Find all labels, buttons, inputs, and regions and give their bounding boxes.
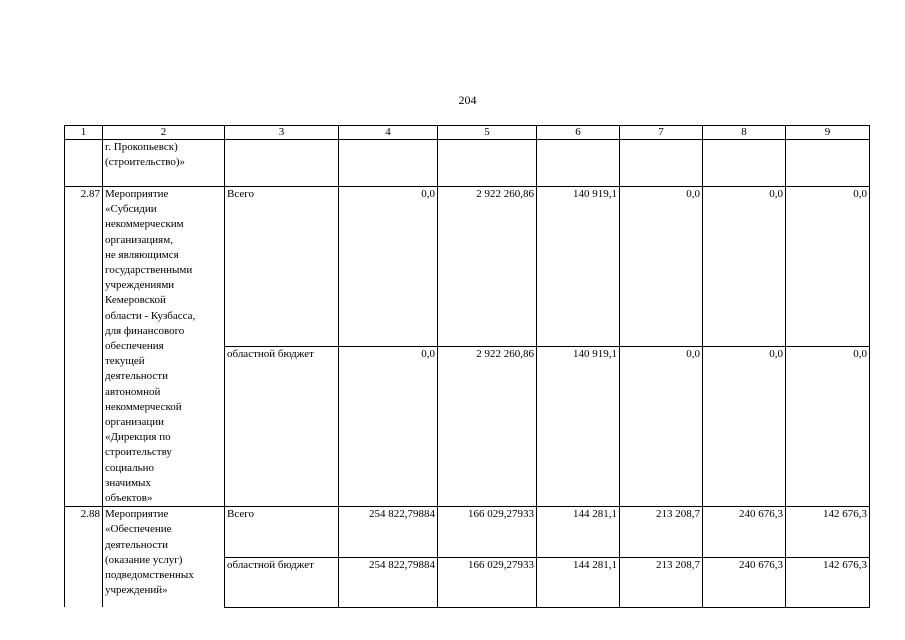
name-line: Кемеровской — [105, 294, 166, 307]
budget-table — [64, 125, 870, 608]
name-line: подведомственных — [105, 569, 194, 582]
code-cell: 2.88 — [65, 507, 103, 608]
code-cell: 2.87 — [65, 187, 103, 507]
name-line: учреждениями — [105, 279, 175, 292]
value-cell — [786, 140, 870, 187]
value-cell: 213 208,7 — [620, 557, 703, 607]
value-cell: 254 822,79884 — [339, 557, 438, 607]
name-line: (оказание услуг) — [105, 553, 183, 566]
column-header: 9 — [786, 126, 870, 140]
name-line: деятельности — [105, 538, 168, 551]
value-cell: 0,0 — [786, 187, 870, 347]
value-cell — [438, 140, 537, 187]
name-line: некоммерческим — [105, 218, 184, 231]
value-cell: 166 029,27933 — [438, 507, 537, 557]
name-line: Мероприятие — [105, 188, 169, 200]
value-cell: 254 822,79884 — [339, 507, 438, 557]
name-line: (строительство)» — [105, 156, 186, 169]
value-cell: 142 676,3 — [786, 557, 870, 607]
label-cell — [225, 140, 339, 187]
name-line: «Дирекция по — [105, 431, 171, 444]
column-header: 4 — [339, 126, 438, 140]
name-line: некоммерческой — [105, 400, 182, 413]
value-cell: 144 281,1 — [537, 557, 620, 607]
name-line: «Обеспечение — [105, 523, 172, 536]
name-line: значимых — [105, 476, 151, 489]
value-cell — [703, 140, 786, 187]
name-line: строительству — [105, 446, 172, 459]
name-line: государственными — [105, 264, 193, 277]
value-cell: 0,0 — [339, 187, 438, 347]
name-line: объектов» — [105, 492, 153, 505]
funding-label: областной бюджет — [225, 557, 339, 607]
value-cell: 2 922 260,86 — [438, 187, 537, 347]
name-line: области - Кузбасса, — [105, 309, 196, 322]
value-cell — [537, 140, 620, 187]
name-cell — [103, 187, 225, 507]
name-line: деятельности — [105, 370, 168, 383]
name-line: учреждений» — [105, 584, 168, 597]
column-header: 8 — [703, 126, 786, 140]
value-cell: 240 676,3 — [703, 557, 786, 607]
value-cell: 213 208,7 — [620, 507, 703, 557]
value-cell — [339, 140, 438, 187]
funding-label: Всего — [225, 507, 339, 557]
value-cell: 0,0 — [620, 187, 703, 347]
column-header: 1 — [65, 126, 103, 140]
name-line: организациям, — [105, 233, 173, 246]
name-line: г. Прокопьевск) — [105, 141, 178, 153]
value-cell: 140 919,1 — [537, 347, 620, 507]
name-line: «Субсидии — [105, 203, 157, 216]
value-cell: 142 676,3 — [786, 507, 870, 557]
value-cell: 144 281,1 — [537, 507, 620, 557]
name-line: организации — [105, 416, 165, 429]
header-row — [65, 126, 870, 140]
name-line: Мероприятие — [105, 508, 169, 521]
name-line: для финансового — [105, 324, 185, 337]
funding-label: Всего — [225, 187, 339, 347]
name-line: автономной — [105, 385, 161, 398]
name-cell — [103, 507, 225, 608]
funding-label: областной бюджет — [225, 347, 339, 507]
page-number: 204 — [458, 93, 477, 107]
name-line: не являющимся — [105, 248, 179, 261]
column-header: 2 — [103, 126, 225, 140]
column-header: 7 — [620, 126, 703, 140]
column-header: 6 — [537, 126, 620, 140]
value-cell: 0,0 — [339, 347, 438, 507]
name-cell — [103, 140, 225, 187]
table-row — [65, 187, 870, 347]
continuation-row — [65, 140, 870, 187]
value-cell: 166 029,27933 — [438, 557, 537, 607]
table-row — [65, 507, 870, 557]
value-cell: 240 676,3 — [703, 507, 786, 557]
name-line: обеспечения — [105, 340, 164, 353]
value-cell: 0,0 — [703, 347, 786, 507]
value-cell: 0,0 — [786, 347, 870, 507]
name-line: текущей — [105, 355, 145, 368]
column-header: 5 — [438, 126, 537, 140]
column-header: 3 — [225, 126, 339, 140]
code-cell — [65, 140, 103, 187]
value-cell: 0,0 — [620, 347, 703, 507]
value-cell: 0,0 — [703, 187, 786, 347]
value-cell: 140 919,1 — [537, 187, 620, 347]
value-cell — [620, 140, 703, 187]
name-line: социально — [105, 461, 155, 474]
value-cell: 2 922 260,86 — [438, 347, 537, 507]
